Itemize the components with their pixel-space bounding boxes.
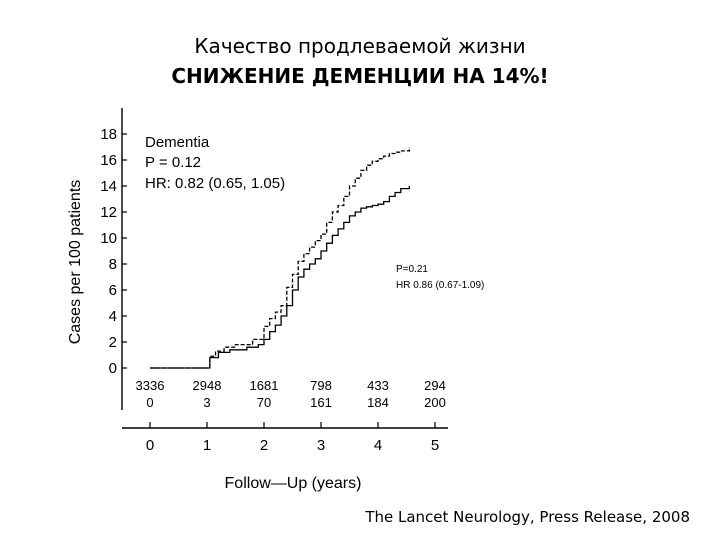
source-citation: The Lancet Neurology, Press Release, 2008 xyxy=(365,508,690,526)
at-risk-row2-3: 161 xyxy=(310,395,332,410)
at-risk-row2-5: 200 xyxy=(424,395,446,410)
at-risk-row2-2: 70 xyxy=(256,395,272,410)
y-tick-label-10: 10 xyxy=(100,230,117,247)
y-tick-label-18: 18 xyxy=(100,126,117,143)
series-line-solid xyxy=(150,186,409,368)
annotation-box-line2: P = 0.12 xyxy=(145,154,202,171)
slide-title-line1: Качество продлеваемой жизни xyxy=(194,34,526,58)
x-tick-label-1: 1 xyxy=(202,437,212,454)
y-tick-label-0: 0 xyxy=(108,360,117,377)
at-risk-row1-5: 294 xyxy=(424,378,446,393)
at-risk-row1-3: 798 xyxy=(310,378,332,393)
x-tick-label-2: 2 xyxy=(259,437,269,454)
x-tick-label-0: 0 xyxy=(145,437,155,454)
x-tick-label-3: 3 xyxy=(316,437,326,454)
at-risk-row1-2: 1681 xyxy=(249,378,279,393)
y-tick-label-8: 8 xyxy=(108,256,117,273)
annotation-right-line2: HR 0.86 (0.67-1.09) xyxy=(396,280,485,291)
at-risk-row1-0: 3336 xyxy=(135,378,165,393)
x-tick-label-4: 4 xyxy=(373,437,383,454)
x-axis-label: Follow—Up (years) xyxy=(224,475,362,492)
annotation-box-line1: Dementia xyxy=(145,134,210,151)
at-risk-row2-4: 184 xyxy=(367,395,389,410)
annotation-right-line1: P=0.21 xyxy=(396,264,428,275)
y-tick-label-2: 2 xyxy=(108,334,117,351)
y-tick-label-4: 4 xyxy=(108,308,117,325)
at-risk-row2-1: 3 xyxy=(203,395,211,410)
annotation-box-line3: HR: 0.82 (0.65, 1.05) xyxy=(145,175,286,192)
x-tick-label-5: 5 xyxy=(430,437,440,454)
y-tick-label-6: 6 xyxy=(108,282,117,299)
y-tick-label-16: 16 xyxy=(100,152,117,169)
at-risk-row2-0: 0 xyxy=(146,395,154,410)
at-risk-row1-4: 433 xyxy=(367,378,389,393)
y-tick-label-14: 14 xyxy=(100,178,117,195)
y-tick-label-12: 12 xyxy=(100,204,117,221)
slide-title-line2: СНИЖЕНИЕ ДЕМЕНЦИИ НА 14%! xyxy=(171,64,549,88)
y-axis-label: Cases per 100 patients xyxy=(67,179,84,345)
at-risk-row1-1: 2948 xyxy=(192,378,222,393)
